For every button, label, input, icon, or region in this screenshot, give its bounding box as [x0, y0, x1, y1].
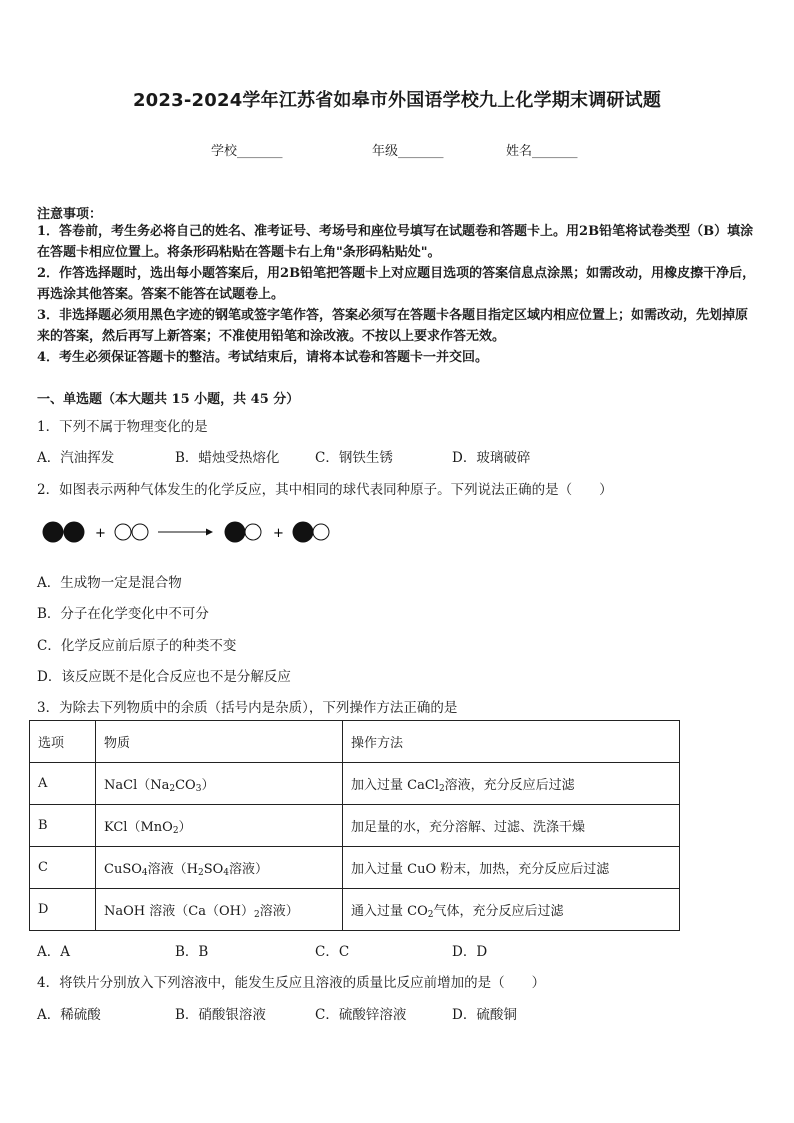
notes-heading: 注意事项：: [37, 207, 103, 222]
table-row: [30, 889, 680, 931]
black-atom: [293, 522, 314, 543]
product-molecule-2: [293, 522, 330, 543]
q4-option-d: D．硫酸铜: [452, 1007, 517, 1023]
row-substance: NaOH 溶液（$Ca(OH)_2$溶液）: [96, 889, 343, 931]
reactant-molecule-2: [115, 524, 148, 540]
q1-option-c: C．钢铁生锈: [315, 450, 393, 466]
note-2: 2．作答选择题时，选出每小题答案后，用2B铅笔把答题卡上对应题目选项的答案信息点涂黑；如需改动，用橡皮擦干净后，再选涂其他答案。答案不能答在试题卷上。: [37, 266, 756, 302]
white-atom: [115, 524, 131, 540]
row-method: 加足量的水，充分溶解、过滤、洗涤干燥: [343, 805, 680, 847]
q2-option-c: C．化学反应前后原子的种类不变: [37, 638, 237, 654]
q1-stem: 1．下列不属于物理变化的是: [37, 419, 208, 435]
q1-option-d: D．玻璃破碎: [452, 450, 531, 466]
q4-option-b: B．硝酸银溶液: [175, 1007, 266, 1023]
header-method: 操作方法: [343, 721, 680, 763]
white-atom: [313, 524, 329, 540]
white-atom: [245, 524, 261, 540]
reaction-arrow: [158, 529, 213, 536]
table-header-row: [30, 721, 680, 763]
section-heading: 一、单选题（本大题共 15 小题，共 45 分）: [37, 392, 300, 407]
q2-option-b: B．分子在化学变化中不可分: [37, 606, 209, 622]
reaction-diagram: [36, 515, 346, 551]
product-molecule-1: [225, 522, 262, 543]
row-substance: $NaCl(Na_2CO_3)$: [96, 763, 343, 805]
q4-option-c: C．硫酸锌溶液: [315, 1007, 407, 1023]
row-option: C: [30, 847, 96, 889]
row-method: 加入过量 CuO 粉末，加热，充分反应后过滤: [343, 847, 680, 889]
plus-sign-2: +: [273, 526, 284, 541]
row-substance: CuSO$_4$溶液（$H_2SO_4$溶液）: [96, 847, 343, 889]
reactant-molecule-1: [43, 522, 85, 543]
note-4: 4．考生必须保证答题卡的整洁。考试结束后，请将本试卷和答题卡一并交回。: [37, 350, 489, 365]
row-option: A: [30, 763, 96, 805]
q4-option-a: A．稀硫酸: [37, 1007, 101, 1023]
q1-option-b: B．蜡烛受热熔化: [175, 450, 280, 466]
table-row: [30, 763, 680, 805]
grade-field: 年级_______: [372, 144, 444, 159]
q2-option-d: D．该反应既不是化合反应也不是分解反应: [37, 669, 291, 685]
q2-stem: 2．如图表示两种气体发生的化学反应，其中相同的球代表同种原子。下列说法正确的是（ ）: [37, 482, 613, 498]
header-option: 选项: [30, 721, 96, 763]
white-atom: [132, 524, 148, 540]
row-option: B: [30, 805, 96, 847]
note-3: 3．非选择题必须用黑色字迹的钢笔或签字笔作答，答案必须写在答题卡各题目指定区域内相应位置上；如需改动，先划掉原来的答案，然后再写上新答案；不准使用铅笔和涂改液。不按以上要求作答无效。: [37, 308, 749, 344]
row-method: 通入过量 $CO_2$气体，充分反应后过滤: [343, 889, 680, 931]
black-atom: [225, 522, 246, 543]
q1-option-a: A．汽油挥发: [37, 450, 115, 466]
table-row: [30, 805, 680, 847]
note-1: 1．答卷前，考生务必将自己的姓名、准考证号、考场号和座位号填写在试题卷和答题卡上。用2B铅笔将试卷类型（B）填涂在答题卡相应位置上。将条形码粘贴在答题卡右上角"条形码粘贴处"。: [37, 224, 754, 260]
q4-stem: 4．将铁片分别放入下列溶液中，能发生反应且溶液的质量比反应前增加的是（ ）: [37, 975, 546, 991]
black-atom: [43, 522, 64, 543]
school-field: 学校_______: [211, 144, 283, 159]
row-substance: KCl（MnO$_2$）: [96, 805, 343, 847]
header-substance: 物质: [96, 721, 343, 763]
q3-answer-b: B．B: [175, 944, 209, 960]
q2-option-a: A．生成物一定是混合物: [37, 575, 182, 591]
page-title: 2023-2024学年江苏省如皋市外国语学校九上化学期末调研试题: [132, 90, 662, 111]
q3-answer-c: C．C: [315, 944, 350, 960]
row-method: 加入过量 CaCl$_2$溶液，充分反应后过滤: [343, 763, 680, 805]
q3-stem: 3．为除去下列物质中的余质（括号内是杂质），下列操作方法正确的是: [37, 700, 458, 716]
name-field: 姓名_______: [506, 144, 578, 159]
q3-table: [29, 720, 680, 931]
q3-answer-d: D．D: [452, 944, 488, 960]
black-atom: [64, 522, 85, 543]
table-row: [30, 847, 680, 889]
row-option: D: [30, 889, 96, 931]
q3-answer-a: A．A: [37, 944, 70, 960]
plus-sign-1: +: [95, 526, 106, 541]
